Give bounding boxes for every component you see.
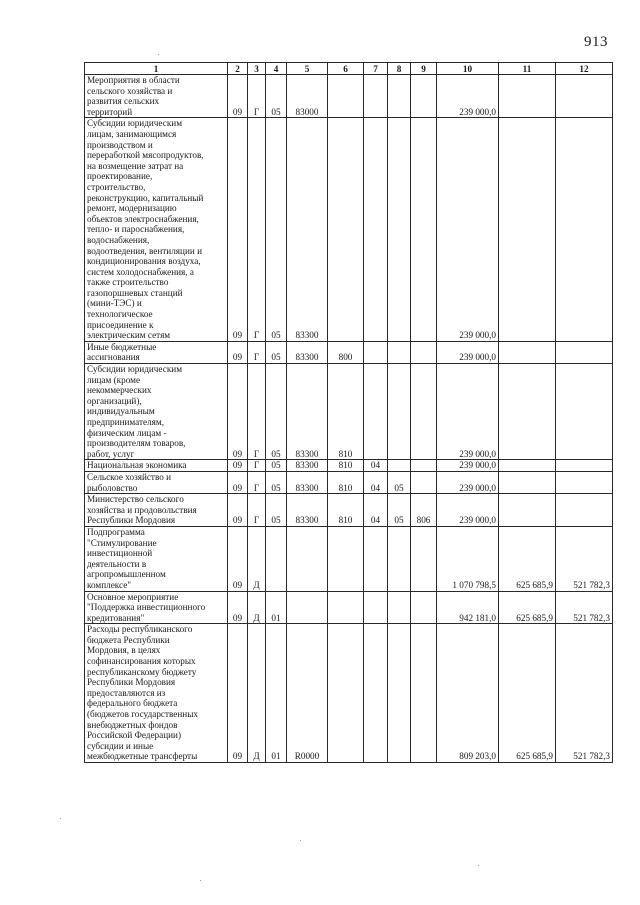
column-header: 11 [499,63,556,75]
table-cell: 09 [228,341,248,363]
table-cell: 239 000,0 [437,494,499,527]
table-cell: Г [248,75,266,118]
table-cell: 810 [328,364,364,460]
table-cell [411,341,437,363]
table-cell [411,624,437,763]
table-row [85,471,613,493]
table-row [85,460,613,472]
table-cell: Г [248,364,266,460]
table-row [85,494,613,527]
table-cell: 625 685,9 [499,624,556,763]
table-cell: 83300 [287,471,328,493]
table-cell: 05 [388,494,411,527]
table-cell: Г [248,460,266,472]
table-cell: Г [248,494,266,527]
table-cell [411,526,437,591]
row-name-cell: Национальная экономика [85,460,228,472]
table-row [85,75,613,118]
table-cell: 05 [266,75,287,118]
table-cell: 09 [228,591,248,624]
column-header: 5 [287,63,328,75]
table-cell: 239 000,0 [437,471,499,493]
table-cell [287,591,328,624]
table-cell [499,471,556,493]
table-cell: 83300 [287,494,328,527]
table-cell [364,364,388,460]
table-cell: R0000 [287,624,328,763]
table-cell: Г [248,341,266,363]
table-cell: 05 [266,460,287,472]
table-cell [287,526,328,591]
table-row [85,341,613,363]
table-cell: 625 685,9 [499,526,556,591]
table-cell: 05 [266,118,287,341]
table-row [85,591,613,624]
row-name-cell: Расходы республиканского бюджета Республики Мордовия, в целях софинансирования которых республиканскому бюджету Республики Мордовия предоставляются из федерального бюджета (бюджетов государственных внебюджетных фондов Российской Федерации) субсидии и иные межбюджетные трансферты [85,624,228,763]
table-cell: 810 [328,494,364,527]
table-cell [388,460,411,472]
table-cell: Д [248,591,266,624]
table-cell: 04 [364,471,388,493]
table-cell: 83300 [287,341,328,363]
table-cell [499,364,556,460]
table-cell: 521 782,3 [556,526,613,591]
row-name-cell: Субсидии юридическим лицам, занимающимся производством и переработкой мясопродуктов, на возмещение затрат на проектирование, строительство, реконструкцию, капитальный ремонт, модернизацию объектов электроснабжения, тепло- и пароснабжения, водоснабжения, водоотведения, вентиляции и кондиционирования воздуха, систем холодоснабжения, а также строительство газопоршневых станций (мини-ТЭС) и технологическое присоединение к электрическим сетям [85,118,228,341]
table-cell: 83000 [287,75,328,118]
table-cell [556,75,613,118]
table-cell: 09 [228,364,248,460]
table-cell: 806 [411,494,437,527]
table-cell [266,526,287,591]
table-cell: 05 [266,494,287,527]
column-header: 8 [388,63,411,75]
table-cell: 810 [328,460,364,472]
table-cell [499,341,556,363]
table-cell: 521 782,3 [556,624,613,763]
table-cell: 09 [228,75,248,118]
table-cell [388,526,411,591]
table-cell: 625 685,9 [499,591,556,624]
table-cell: Г [248,118,266,341]
table-cell: 239 000,0 [437,460,499,472]
table-cell [499,460,556,472]
column-header: 4 [266,63,287,75]
page-number: 913 [584,34,608,50]
row-name-cell: Основное мероприятие "Поддержка инвестиционного кредитования" [85,591,228,624]
table-cell [388,591,411,624]
column-header: 6 [328,63,364,75]
table-cell: 04 [364,460,388,472]
table-row [85,364,613,460]
table-cell [388,364,411,460]
table-cell: 01 [266,624,287,763]
table-cell [364,75,388,118]
table-cell [328,75,364,118]
table-cell [411,460,437,472]
table-cell [364,118,388,341]
table-cell [388,118,411,341]
column-header: 9 [411,63,437,75]
column-header: 1 [85,63,228,75]
table-cell [499,118,556,341]
table-cell: 09 [228,118,248,341]
table-cell: 05 [266,364,287,460]
table-cell [411,364,437,460]
table-cell [364,591,388,624]
row-name-cell: Мероприятия в области сельского хозяйства и развития сельских территорий [85,75,228,118]
column-header: 7 [364,63,388,75]
table-cell: 83300 [287,364,328,460]
table-cell: 809 203,0 [437,624,499,763]
table-cell [499,494,556,527]
table-cell: 04 [364,494,388,527]
table-cell: 05 [388,471,411,493]
table-cell [411,471,437,493]
table-cell [556,494,613,527]
table-cell [388,624,411,763]
table-cell [556,471,613,493]
table-cell: 05 [266,341,287,363]
table-cell: 239 000,0 [437,118,499,341]
table-cell: 09 [228,624,248,763]
table-cell: Д [248,526,266,591]
table-cell [556,364,613,460]
table-row [85,624,613,763]
table-cell: 239 000,0 [437,364,499,460]
table-cell [556,118,613,341]
table-row [85,526,613,591]
table-cell: 09 [228,526,248,591]
table-cell: 942 181,0 [437,591,499,624]
table-cell [556,341,613,363]
table-cell: Д [248,624,266,763]
table-cell [388,75,411,118]
table-cell: 09 [228,460,248,472]
table-cell [328,526,364,591]
row-name-cell: Иные бюджетные ассигнования [85,341,228,363]
table-cell: 09 [228,471,248,493]
table-cell [411,118,437,341]
table-cell: 239 000,0 [437,75,499,118]
table-cell [499,75,556,118]
table-cell: 83300 [287,118,328,341]
table-cell: 83300 [287,460,328,472]
table-cell [364,341,388,363]
table-cell: 800 [328,341,364,363]
table-cell [328,118,364,341]
table-cell: 1 070 798,5 [437,526,499,591]
table-cell: 01 [266,591,287,624]
table-cell [364,624,388,763]
column-header: 2 [228,63,248,75]
table-cell: Г [248,471,266,493]
column-header: 10 [437,63,499,75]
table-cell: 05 [266,471,287,493]
table-cell [328,624,364,763]
table-cell [328,591,364,624]
row-name-cell: Субсидии юридическим лицам (кроме некоммерческих организаций), индивидуальным предпринимателям, физическим лицам - производителям товаров, работ, услуг [85,364,228,460]
table-cell: 09 [228,494,248,527]
table-cell: 239 000,0 [437,341,499,363]
table-header-row [85,63,613,75]
table-cell [556,460,613,472]
row-name-cell: Министерство сельского хозяйства и продовольствия Республики Мордовия [85,494,228,527]
table-cell: 810 [328,471,364,493]
table-cell [364,526,388,591]
table-cell [388,341,411,363]
row-name-cell: Подпрограмма "Стимулирование инвестиционной деятельности в агропромышленном комплексе" [85,526,228,591]
table-cell [411,591,437,624]
column-header: 3 [248,63,266,75]
table-row [85,118,613,341]
table-cell: 521 782,3 [556,591,613,624]
budget-table [84,62,613,763]
column-header: 12 [556,63,613,75]
row-name-cell: Сельское хозяйство и рыболовство [85,471,228,493]
table-cell [411,75,437,118]
